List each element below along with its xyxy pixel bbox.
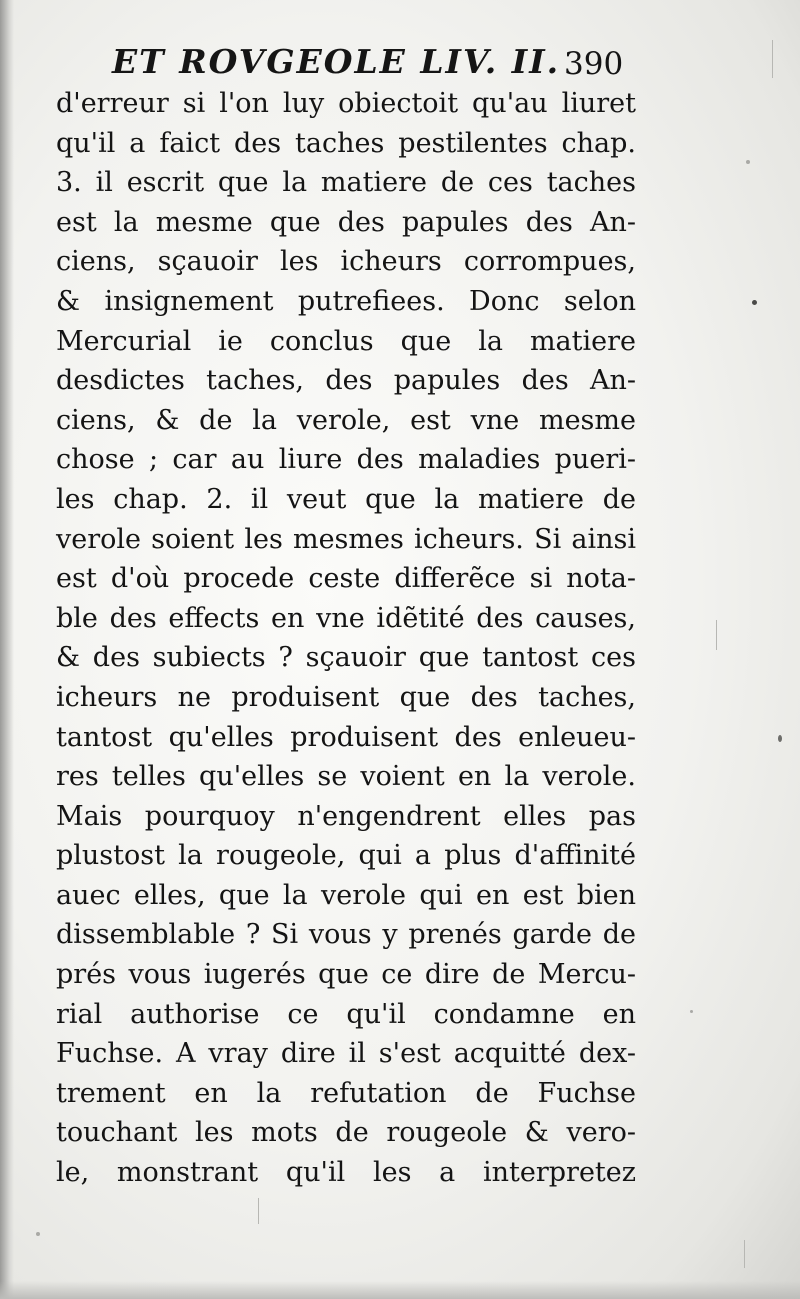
page-number: 390 xyxy=(564,46,624,82)
body-text xyxy=(56,84,636,1193)
page-gutter-shadow xyxy=(0,0,14,1299)
text-line: ciens, sçauoir les icheurs corrompues, xyxy=(56,246,636,278)
text-line: les chap. 2. il veut que la matiere de xyxy=(56,483,636,515)
text-line: d'erreur si l'on luy obiectoit qu'au liuret xyxy=(56,88,636,119)
paper-speck xyxy=(746,160,750,164)
text-line: chose ; car au liure des maladies pueri- xyxy=(56,444,636,476)
text-line: tantost qu'elles produisent des enleueu- xyxy=(56,721,636,753)
paper-speck xyxy=(36,1232,40,1236)
paper-speck xyxy=(690,1010,693,1013)
text-line: Mais pourquoy n'engendrent elles pas xyxy=(56,800,636,832)
text-line: & des subiects ? sçauoir que tantost ces xyxy=(56,642,636,674)
text-line: auec elles, que la verole qui en est bien xyxy=(56,879,636,911)
text-line: ciens, & de la verole, est vne mesme xyxy=(56,404,636,436)
page-header xyxy=(112,42,632,88)
paper-speck xyxy=(752,300,757,305)
text-line: est la mesme que des papules des An- xyxy=(56,206,636,238)
paper-fiber xyxy=(258,1198,259,1224)
text-line: est d'où procede ceste differẽce si nota- xyxy=(56,563,636,595)
paper-fiber xyxy=(744,1240,745,1268)
text-line: plustost la rougeole, qui a plus d'affinité xyxy=(56,840,636,872)
text-line: trement en la refutation de Fuchse xyxy=(56,1077,636,1109)
text-line: prés vous iugerés que ce dire de Mercu- xyxy=(56,959,636,991)
text-line: desdictes taches, des papules des An- xyxy=(56,365,636,397)
text-line: Fuchse. A vray dire il s'est acquitté dex- xyxy=(56,1038,636,1070)
text-line: touchant les mots de rougeole & vero- xyxy=(56,1117,636,1149)
text-line: ble des effects en vne idẽtité des causes, xyxy=(56,602,636,634)
text-line: rial authorise ce qu'il condamne en xyxy=(56,998,636,1030)
running-head: ET ROVGEOLE LIV. II. xyxy=(112,42,561,81)
page-bottom-shadow xyxy=(0,1281,800,1299)
paper-fiber xyxy=(772,40,773,78)
text-line: Mercurial ie conclus que la matiere xyxy=(56,325,636,357)
text-line: icheurs ne produisent que des taches, xyxy=(56,681,636,713)
text-line: dissemblable ? Si vous y prenés garde de xyxy=(56,919,636,951)
text-line: le, monstrant qu'il les a interpretez xyxy=(56,1157,636,1189)
paper-speck xyxy=(778,735,782,742)
text-line: verole soient les mesmes icheurs. Si ainsi xyxy=(56,523,636,555)
text-line: 3. il escrit que la matiere de ces taches xyxy=(56,167,636,199)
paper-fiber xyxy=(716,620,717,650)
text-line: qu'il a faict des taches pestilentes chap. xyxy=(56,127,636,159)
text-line: res telles qu'elles se voient en la verole. xyxy=(56,761,636,793)
text-line: & insignement putrefiees. Donc selon xyxy=(56,285,636,317)
